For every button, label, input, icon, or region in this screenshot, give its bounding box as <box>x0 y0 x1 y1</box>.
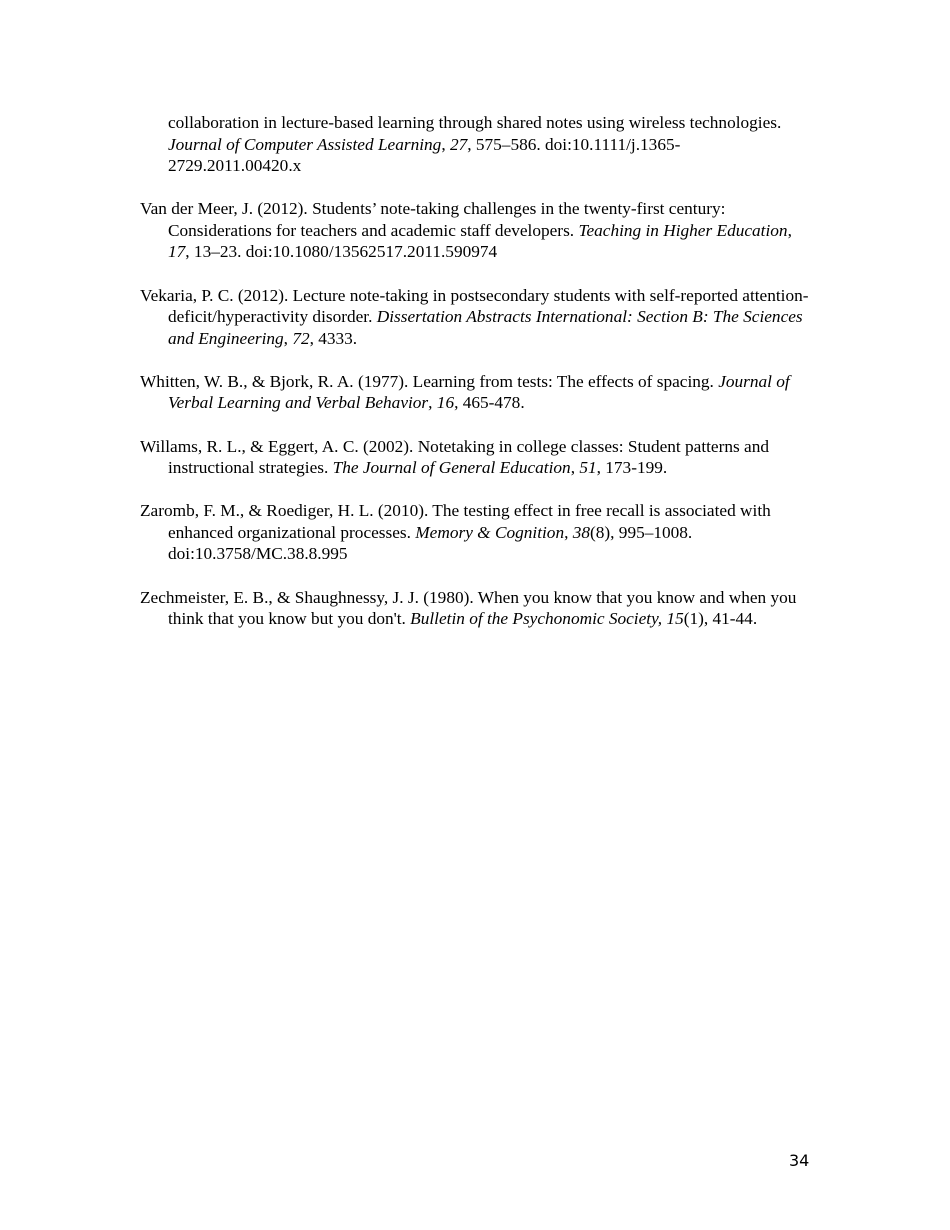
reference-italic-text: Teaching in Higher Education <box>578 220 788 240</box>
reference-text: , <box>441 134 450 154</box>
page-number: 34 <box>789 1151 810 1170</box>
reference-text: Zaromb, F. M., & Roediger, H. L. (2010). The testing effect in free recall is associated with enhanced organizational processes. <box>140 501 771 542</box>
reference-entry <box>140 500 810 565</box>
reference-italic-text: Journal of Verbal Learning and Verbal Behavior <box>168 371 790 413</box>
reference-italic-text: Bulletin of the Psychonomic Society, 15 <box>410 609 684 629</box>
reference-text: , <box>570 458 580 478</box>
reference-text: (8), 995–1008. doi:10.3758/MC.38.8.995 <box>168 522 693 564</box>
reference-entry-continued <box>140 112 810 177</box>
reference-text: Van der Meer, J. (2012). Students’ note-taking challenges in the twenty-first century: Considerations for teachers and academic staff developers. <box>140 199 726 240</box>
reference-text: Willams, R. L., & Eggert, A. C. (2002). Notetaking in college classes: Student patterns and instructional strategies. <box>140 436 769 478</box>
reference-entry <box>140 371 810 414</box>
reference-italic-text: 17 <box>168 242 186 262</box>
reference-italic-text: The Journal of General Education <box>332 458 571 478</box>
reference-italic-text: Memory & Cognition <box>415 522 565 542</box>
reference-italic-text: 72 <box>292 328 310 348</box>
reference-italic-text: Dissertation Abstracts International: Section B: The Sciences and Engineering <box>168 307 803 348</box>
reference-text: , 13–23. doi:10.1080/13562517.2011.590974 <box>185 242 498 262</box>
reference-list <box>140 112 810 651</box>
reference-text: , <box>283 328 293 348</box>
reference-entry <box>140 587 810 630</box>
reference-text: , <box>787 220 792 240</box>
reference-italic-text: 38 <box>572 522 591 542</box>
reference-text: Whitten, W. B., & Bjork, R. A. (1977). Learning from tests: The effects of spacing. <box>140 371 719 391</box>
reference-text: , 465-478. <box>454 393 525 413</box>
reference-text: Vekaria, P. C. (2012). Lecture note-taking in postsecondary students with self-reported attention-deficit/hyperactivity disorder. <box>140 285 809 327</box>
reference-text: (1), 41-44. <box>683 609 758 629</box>
reference-entry <box>140 436 810 479</box>
reference-text: , 173-199. <box>596 458 668 478</box>
reference-italic-text: Journal of Computer Assisted Learning <box>168 134 442 154</box>
reference-text: , 575–586. doi:10.1111/j.1365-2729.2011.00420.x <box>168 134 681 176</box>
reference-italic-text: 51 <box>579 458 597 478</box>
reference-italic-text: 16 <box>436 393 455 413</box>
reference-text: , <box>564 522 573 542</box>
reference-entry <box>140 285 810 350</box>
reference-text: Zechmeister, E. B., & Shaughnessy, J. J. (1980). When you know that you know and when you think that you know but you don't. <box>140 587 797 629</box>
reference-text: collaboration in lecture-based learning through shared notes using wireless technologies. <box>168 113 782 132</box>
reference-text: , <box>428 393 437 413</box>
reference-text: , 4333. <box>309 328 358 348</box>
reference-italic-text: 27 <box>449 134 468 154</box>
reference-entry <box>140 198 810 263</box>
